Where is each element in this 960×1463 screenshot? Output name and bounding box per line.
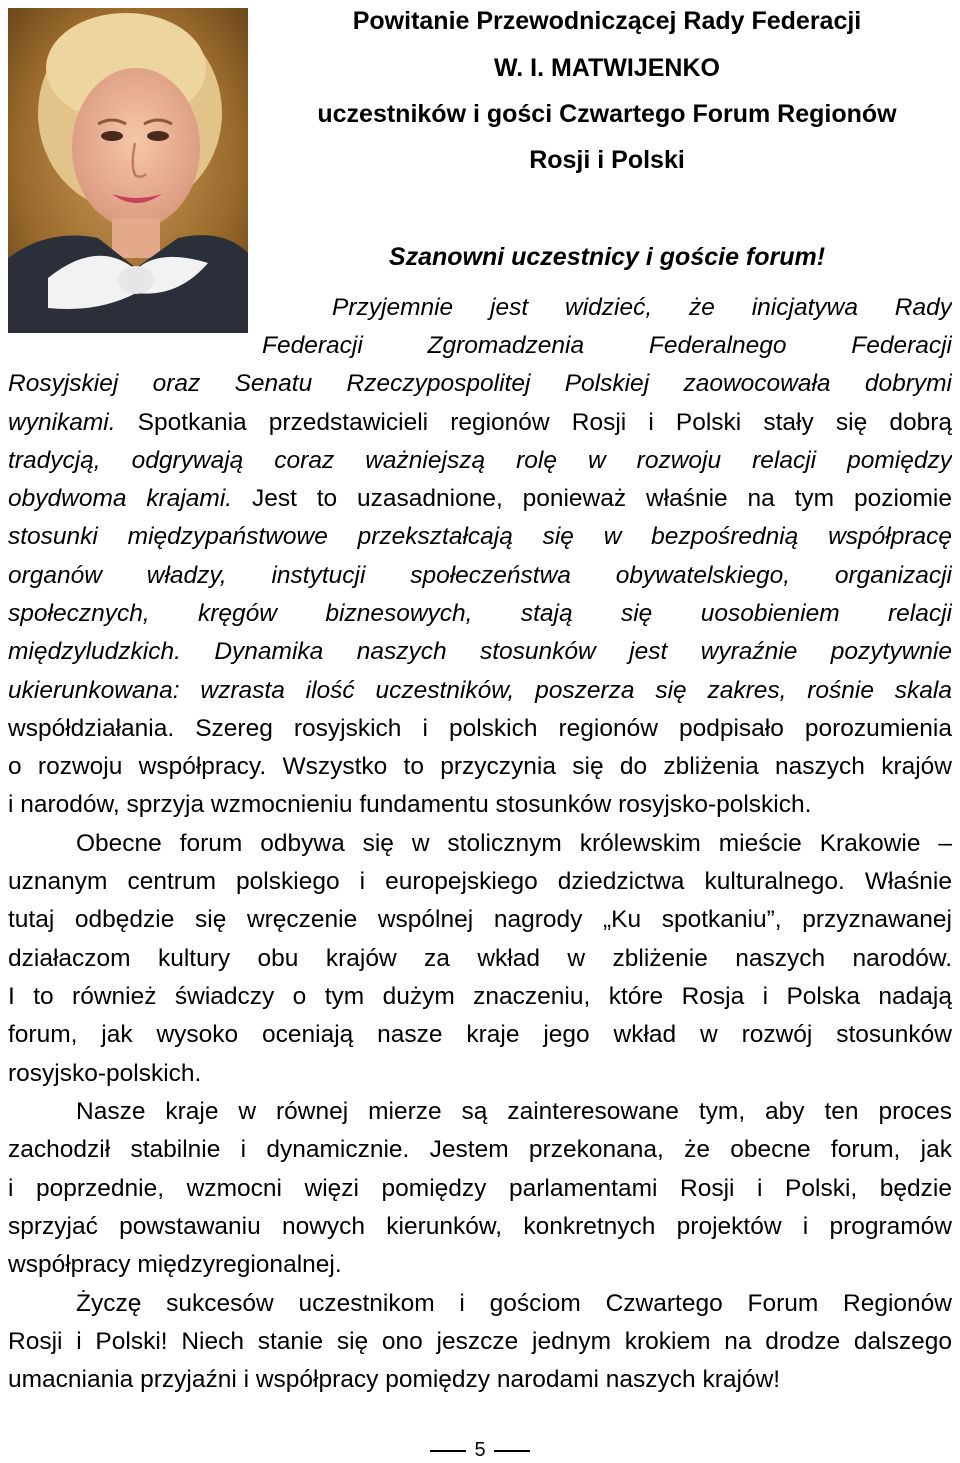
text-line: uznanym centrum polskiego i europejskiego dziedzictwa kulturalnego. Właśnie [8,868,952,895]
page-footer [0,1437,960,1463]
text-line: zachodził stabilnie i dynamicznie. Jestem przekonana, że obecne forum, jak [8,1136,952,1163]
text-line: i poprzednie, wzmocni więzi pomiędzy parlamentami Rosji i Polski, będzie [8,1175,952,1202]
text-line: działaczom kultury obu krajów za wkład w zbliżenie naszych narodów. [8,945,952,972]
text-line [8,480,952,518]
text-line: ukierunkowana: wzrasta ilość uczestników, poszerza się zakres, rośnie skala [8,677,952,704]
portrait-illustration [8,8,248,333]
text-line: stosunki międzypaństwowe przekształcają się w bezpośrednią współpracę [8,523,952,550]
footer-dash-left [430,1450,466,1452]
text-line: umacniania przyjaźni i współpracy pomiędzy narodami naszych krajów! [8,1366,781,1393]
text-line: organów władzy, instytucji społeczeństwa obywatelskiego, organizacji [8,562,952,589]
text-span: Spotkania przedstawicieli regionów Rosji i Polski stały się dobrą [137,409,952,436]
title-line-2: W. I. MATWIJENKO [494,54,720,82]
text-line: Rosyjskiej oraz Senatu Rzeczypospolitej Polskiej zaowocowała dobrymi [8,370,952,397]
title-line-4: Rosji i Polski [529,146,685,174]
text-line: współdziałania. Szereg rosyjskich i polskich regionów podpisało porozumienia [8,715,952,742]
text-line: Federacji Zgromadzenia Federalnego Federacji [262,332,952,359]
title-line-1: Powitanie Przewodniczącej Rady Federacji [352,7,862,35]
greeting: Szanowni uczestnicy i goście forum! [388,243,826,271]
text-line: Nasze kraje w równej mierze są zainteresowane tym, aby ten proces [76,1098,952,1125]
footer-dash-right [494,1450,530,1452]
text-line: Przyjemnie jest widzieć, że inicjatywa Rady [332,294,952,321]
text-line: społecznych, kręgów biznesowych, stają się uosobieniem relacji [8,600,952,627]
page-number: 5 [474,1439,486,1461]
text-line: Obecne forum odbywa się w stolicznym królewskim mieście Krakowie – [76,830,952,857]
text-line: Rosji i Polski! Niech stanie się ono jeszcze jednym krokiem na drodze dalszego [8,1328,952,1355]
text-line: współpracy międzyregionalnej. [8,1251,342,1278]
text-line: forum, jak wysoko oceniają nasze kraje jego wkład w rozwój stosunków [8,1021,952,1048]
portrait-photo [8,8,248,333]
text-line: i narodów, sprzyja wzmocnieniu fundamentu stosunków rosyjsko-polskich. [8,791,812,818]
text-line: tradycją, odgrywają coraz ważniejszą rolę w rozwoju relacji pomiędzy [8,447,952,474]
text-span: wynikami. [8,409,116,436]
text-line: rosyjsko-polskich. [8,1060,202,1087]
text-span: obydwoma krajami. [8,485,233,512]
text-line: międzyludzkich. Dynamika naszych stosunków jest wyraźnie pozytywnie [8,638,952,665]
text-line: Życzę sukcesów uczestnikom i gościom Czwartego Forum Regionów [76,1290,952,1317]
text-line: o rozwoju współpracy. Wszystko to przyczynia się do zbliżenia naszych krajów [8,753,952,780]
text-line: sprzyjać powstawaniu nowych kierunków, konkretnych projektów i programów [8,1213,952,1240]
text-line: I to również świadczy o tym dużym znaczeniu, które Rosja i Polska nadają [8,983,952,1010]
text-span: Jest to uzasadnione, ponieważ właśnie na tym poziomie [251,485,952,512]
title-line-3: uczestników i gości Czwartego Forum Regionów [317,100,897,128]
text-line: tutaj odbędzie się wręczenie wspólnej nagrody „Ku spotkaniu”, przyznawanej [8,906,952,933]
text-line [8,404,952,442]
